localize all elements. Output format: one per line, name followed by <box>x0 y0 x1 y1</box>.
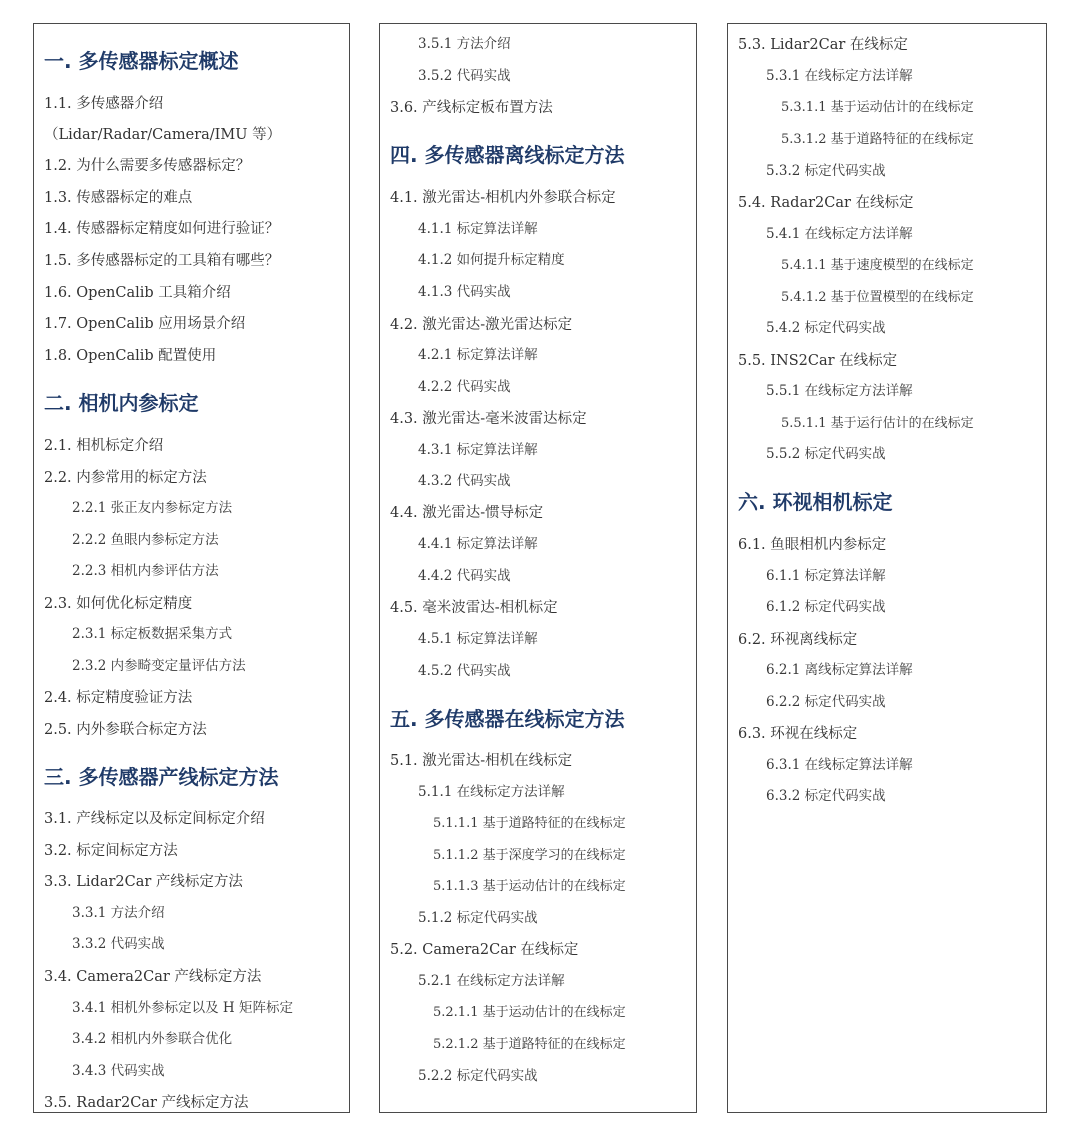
toc-entry: 5.4. Radar2Car 在线标定 <box>738 195 914 211</box>
toc-entry: 4.1. 激光雷达-相机内外参联合标定 <box>390 190 616 206</box>
toc-entry: 5.2. Camera2Car 在线标定 <box>390 942 579 958</box>
toc-subentry: 5.4.2 标定代码实战 <box>766 320 886 336</box>
toc-subentry: 4.1.2 如何提升标定精度 <box>418 252 565 268</box>
toc-subentry: 5.3.2 标定代码实战 <box>766 163 886 179</box>
toc-entry: 2.4. 标定精度验证方法 <box>44 690 193 706</box>
toc-entry: 5.3. Lidar2Car 在线标定 <box>738 37 908 53</box>
section-heading: 三. 多传感器产线标定方法 <box>44 765 279 789</box>
toc-entry: 1.1. 多传感器介绍 <box>44 96 164 112</box>
toc-entry: 3.2. 标定间标定方法 <box>44 843 178 859</box>
toc-subsubentry: 5.4.1.2 基于位置模型的在线标定 <box>781 290 974 305</box>
toc-entry: 1.7. OpenCalib 应用场景介绍 <box>44 316 246 332</box>
toc-subentry: 4.2.2 代码实战 <box>418 379 511 395</box>
section-heading: 二. 相机内参标定 <box>44 391 199 415</box>
toc-entry: 6.3. 环视在线标定 <box>738 726 858 742</box>
toc-subentry: 5.2.1 在线标定方法详解 <box>418 973 565 989</box>
section-heading: 五. 多传感器在线标定方法 <box>390 707 625 731</box>
toc-entry: 1.6. OpenCalib 工具箱介绍 <box>44 285 231 301</box>
toc-subentry: 2.2.3 相机内参评估方法 <box>72 563 219 579</box>
toc-subentry: 5.5.2 标定代码实战 <box>766 446 886 462</box>
toc-subentry: 3.5.2 代码实战 <box>418 68 511 84</box>
toc-subentry: 6.3.1 在线标定算法详解 <box>766 757 913 773</box>
toc-subsubentry: 5.2.1.2 基于道路特征的在线标定 <box>433 1037 626 1052</box>
toc-entry: 6.2. 环视离线标定 <box>738 632 858 648</box>
toc-subentry: 3.5.1 方法介绍 <box>418 36 511 52</box>
toc-subsubentry: 5.4.1.1 基于速度模型的在线标定 <box>781 258 974 273</box>
toc-subentry: 4.3.1 标定算法详解 <box>418 442 538 458</box>
toc-entry: 2.3. 如何优化标定精度 <box>44 596 193 612</box>
toc-entry: 5.5. INS2Car 在线标定 <box>738 353 898 369</box>
toc-subentry: 4.4.1 标定算法详解 <box>418 536 538 552</box>
toc-column-3 <box>727 23 1047 1113</box>
toc-subentry: 6.1.2 标定代码实战 <box>766 599 886 615</box>
section-heading: 六. 环视相机标定 <box>738 490 893 514</box>
toc-entry: 4.2. 激光雷达-激光雷达标定 <box>390 317 573 333</box>
toc-subentry: 5.1.2 标定代码实战 <box>418 910 538 926</box>
toc-subentry: 5.5.1 在线标定方法详解 <box>766 383 913 399</box>
toc-subsubentry: 5.2.1.1 基于运动估计的在线标定 <box>433 1005 626 1020</box>
toc-entry: 4.3. 激光雷达-毫米波雷达标定 <box>390 411 587 427</box>
toc-entry: 1.2. 为什么需要多传感器标定？ <box>44 158 251 174</box>
toc-entry: 3.4. Camera2Car 产线标定方法 <box>44 969 262 985</box>
toc-entry: 1.8. OpenCalib 配置使用 <box>44 348 217 364</box>
toc-subsubentry: 5.1.1.2 基于深度学习的在线标定 <box>433 848 626 863</box>
toc-subentry: 4.4.2 代码实战 <box>418 568 511 584</box>
toc-entry: 4.4. 激光雷达-惯导标定 <box>390 505 544 521</box>
toc-entry: （Lidar/Radar/Camera/IMU 等） <box>44 127 282 143</box>
toc-subentry: 2.2.2 鱼眼内参标定方法 <box>72 532 219 548</box>
toc-subsubentry: 5.5.1.1 基于运行估计的在线标定 <box>781 416 974 431</box>
toc-entry: 4.5. 毫米波雷达-相机标定 <box>390 600 558 616</box>
toc-subentry: 2.3.2 内参畸变定量评估方法 <box>72 658 246 674</box>
section-heading: 一. 多传感器标定概述 <box>44 49 239 73</box>
toc-subentry: 4.1.3 代码实战 <box>418 284 511 300</box>
toc-entry: 2.2. 内参常用的标定方法 <box>44 470 207 486</box>
toc-subentry: 3.4.1 相机外参标定以及 H 矩阵标定 <box>72 1000 293 1016</box>
toc-subentry: 4.2.1 标定算法详解 <box>418 347 538 363</box>
toc-subentry: 6.1.1 标定算法详解 <box>766 568 886 584</box>
toc-subentry: 2.2.1 张正友内参标定方法 <box>72 500 233 516</box>
toc-subentry: 6.2.2 标定代码实战 <box>766 694 886 710</box>
toc-column-2 <box>379 23 697 1113</box>
toc-entry: 3.1. 产线标定以及标定间标定介绍 <box>44 811 265 827</box>
toc-subentry: 4.5.2 代码实战 <box>418 663 511 679</box>
toc-subentry: 3.4.3 代码实战 <box>72 1063 165 1079</box>
toc-subentry: 5.3.1 在线标定方法详解 <box>766 68 913 84</box>
toc-subentry: 5.2.2 标定代码实战 <box>418 1068 538 1084</box>
toc-subentry: 5.4.1 在线标定方法详解 <box>766 226 913 242</box>
toc-entry: 2.1. 相机标定介绍 <box>44 438 164 454</box>
toc-subentry: 3.3.2 代码实战 <box>72 936 165 952</box>
toc-subsubentry: 5.3.1.2 基于道路特征的在线标定 <box>781 132 974 147</box>
toc-subentry: 3.4.2 相机内外参联合优化 <box>72 1031 233 1047</box>
toc-subsubentry: 5.1.1.1 基于道路特征的在线标定 <box>433 816 626 831</box>
toc-subentry: 4.5.1 标定算法详解 <box>418 631 538 647</box>
toc-entry: 5.1. 激光雷达-相机在线标定 <box>390 753 573 769</box>
toc-subentry: 6.2.1 离线标定算法详解 <box>766 662 913 678</box>
toc-entry: 3.5. Radar2Car 产线标定方法 <box>44 1095 249 1111</box>
toc-subentry: 5.1.1 在线标定方法详解 <box>418 784 565 800</box>
toc-subsubentry: 5.1.1.3 基于运动估计的在线标定 <box>433 879 626 894</box>
toc-subentry: 4.1.1 标定算法详解 <box>418 221 538 237</box>
toc-entry: 1.4. 传感器标定精度如何进行验证？ <box>44 221 280 237</box>
toc-subentry: 2.3.1 标定板数据采集方式 <box>72 626 233 642</box>
toc-subentry: 4.3.2 代码实战 <box>418 473 511 489</box>
toc-entry: 2.5. 内外参联合标定方法 <box>44 722 207 738</box>
section-heading: 四. 多传感器离线标定方法 <box>390 143 625 167</box>
toc-entry: 6.1. 鱼眼相机内参标定 <box>738 537 887 553</box>
toc-entry: 3.6. 产线标定板布置方法 <box>390 100 553 116</box>
toc-subsubentry: 5.3.1.1 基于运动估计的在线标定 <box>781 100 974 115</box>
toc-subentry: 6.3.2 标定代码实战 <box>766 788 886 804</box>
toc-entry: 1.3. 传感器标定的难点 <box>44 190 193 206</box>
toc-subentry: 3.3.1 方法介绍 <box>72 905 165 921</box>
toc-entry: 3.3. Lidar2Car 产线标定方法 <box>44 874 243 890</box>
toc-entry: 1.5. 多传感器标定的工具箱有哪些？ <box>44 253 280 269</box>
toc-column-1 <box>33 23 350 1113</box>
